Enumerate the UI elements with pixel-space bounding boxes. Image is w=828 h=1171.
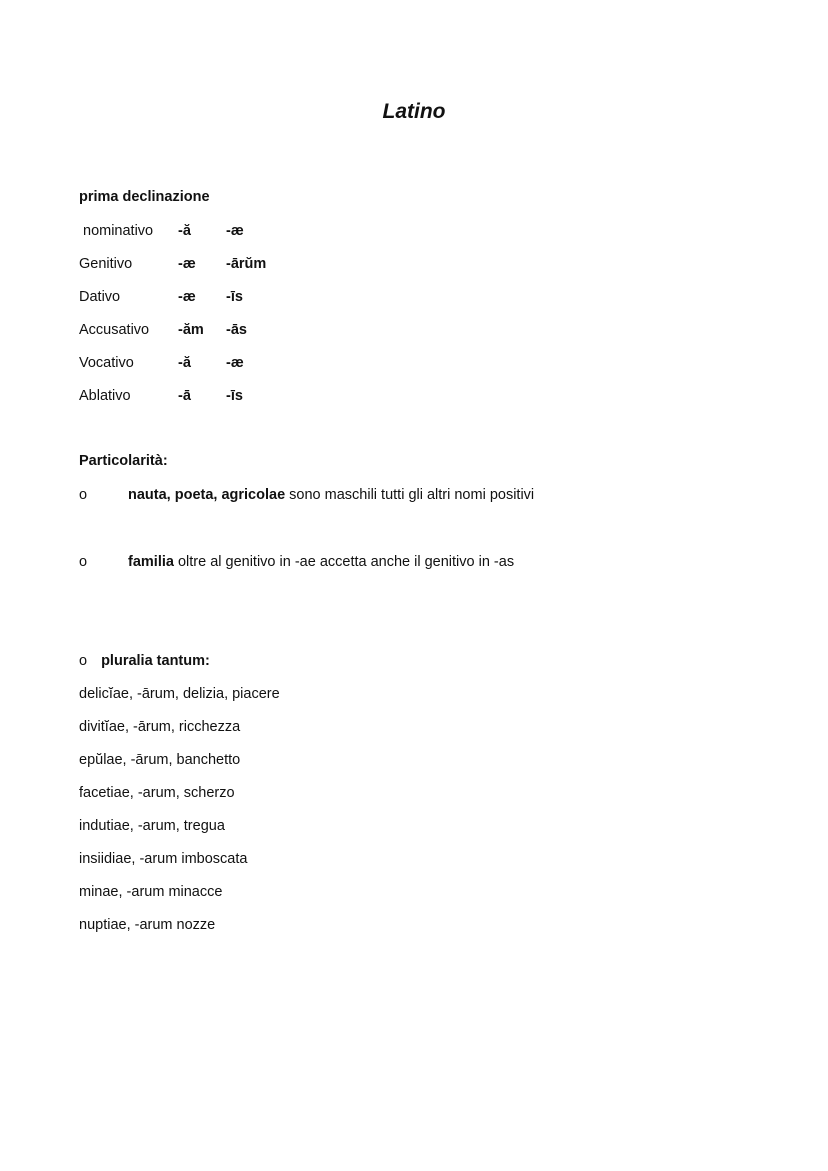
plural-ending: -æ (226, 223, 244, 239)
plural-ending: -īs (226, 388, 243, 404)
singular-ending: -æ (178, 256, 196, 272)
particolarita-bullet (79, 552, 759, 572)
list-item: divitĭae, -ārum, ricchezza (79, 719, 241, 735)
list-item: delicĭae, -ārum, delizia, piacere (79, 686, 280, 702)
particolarita-bullet (79, 485, 759, 505)
declension-row (79, 353, 479, 373)
case-name: nominativo (83, 223, 154, 239)
case-name: Accusativo (79, 322, 150, 338)
list-item: epŭlae, -ārum, banchetto (79, 752, 241, 768)
bullet-marker: o (79, 653, 88, 669)
plural-ending: -ās (226, 322, 247, 338)
list-item: insiidiae, -arum imboscata (79, 851, 248, 867)
pluralia-title: pluralia tantum: (101, 653, 210, 669)
singular-ending: -ăm (178, 322, 204, 338)
list-item: minae, -arum minacce (79, 884, 223, 900)
declension-row (79, 221, 479, 241)
bullet-bold-text: nauta, poeta, agricolae (128, 487, 286, 503)
singular-ending: -æ (178, 289, 196, 305)
declension-row (79, 254, 479, 274)
plural-ending: -īs (226, 289, 243, 305)
declension-row (79, 320, 479, 340)
declension-row (79, 287, 479, 307)
case-name: Dativo (79, 289, 121, 305)
bullet-rest-text: oltre al genitivo in -ae accetta anche il genitivo in -as (173, 554, 515, 570)
case-name: Vocativo (79, 355, 134, 371)
page-title: Latino (382, 100, 446, 123)
singular-ending: -ă (178, 355, 191, 371)
bullet-text (128, 552, 514, 572)
plural-ending: -ārŭm (226, 256, 267, 272)
case-name: Genitivo (79, 256, 133, 272)
list-item: facetiae, -arum, scherzo (79, 785, 235, 801)
singular-ending: -ă (178, 223, 191, 239)
declension-row (79, 386, 479, 406)
particolarita-heading: Particolarità: (79, 453, 168, 469)
case-name: Ablativo (79, 388, 131, 404)
bullet-rest-text: sono maschili tutti gli altri nomi positivi (285, 487, 535, 503)
bullet-marker: o (79, 487, 88, 503)
declension-heading: prima declinazione (79, 189, 210, 205)
pluralia-heading (79, 651, 210, 671)
singular-ending: -ā (178, 388, 191, 404)
list-item: indutiae, -arum, tregua (79, 818, 225, 834)
list-item: nuptiae, -arum nozze (79, 917, 216, 933)
plural-ending: -æ (226, 355, 244, 371)
bullet-text (128, 485, 534, 505)
bullet-bold-text: familia (128, 554, 174, 570)
bullet-marker: o (79, 554, 88, 570)
